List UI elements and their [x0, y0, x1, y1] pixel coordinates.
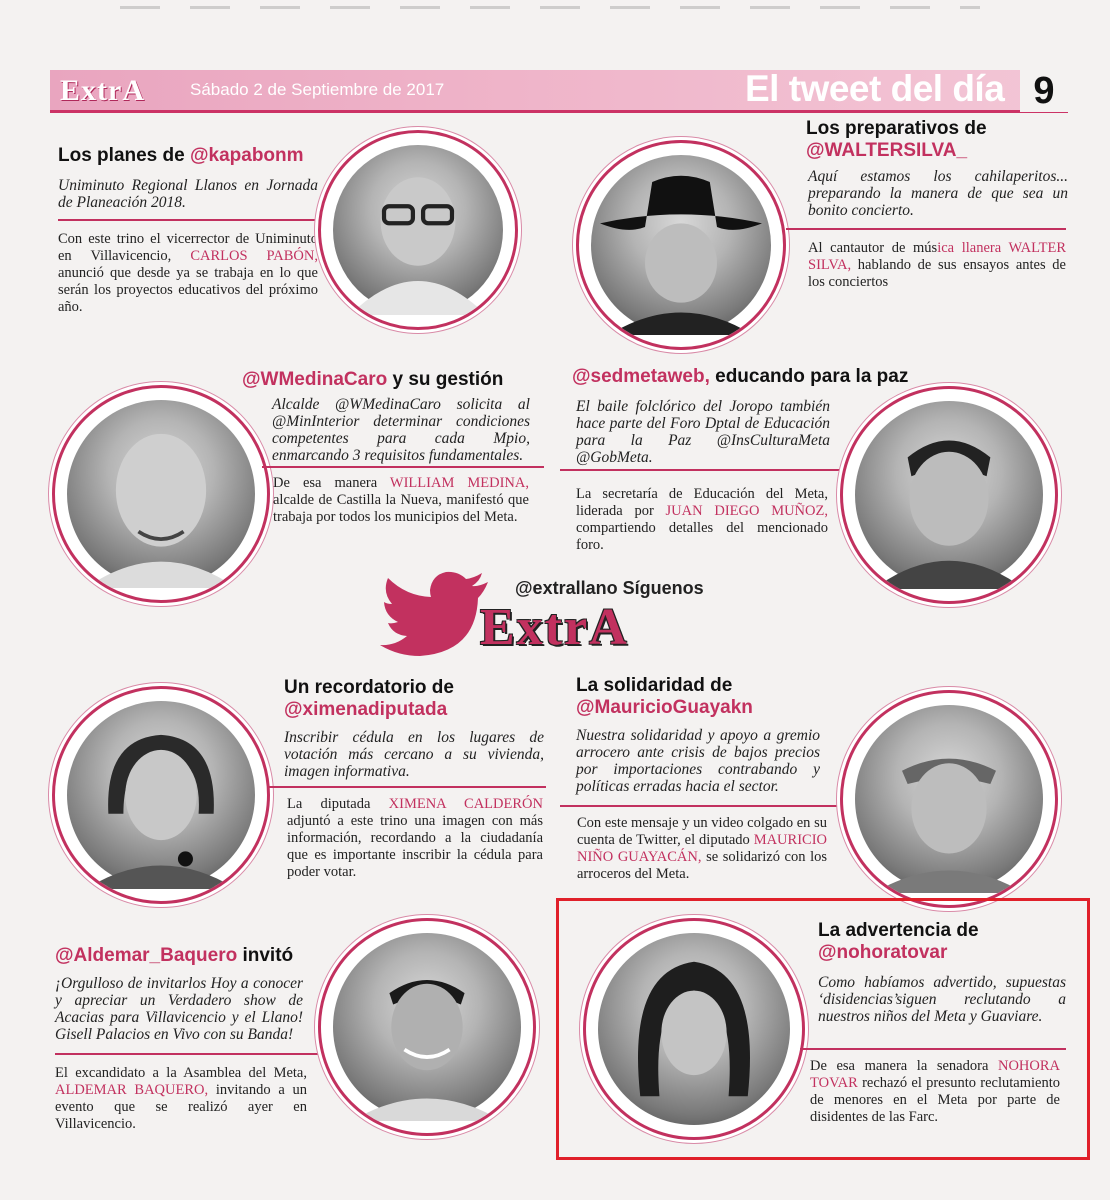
story-body: De esa manera WILLIAM MEDINA, alcalde de Castilla la Nueva, manifestó que trabaja por todos los municipios del Meta.	[273, 475, 529, 525]
portrait-circle	[840, 386, 1058, 604]
portrait-circle	[52, 686, 270, 904]
portrait-photo	[598, 933, 790, 1125]
portrait-circle	[840, 690, 1058, 908]
story-headline: @WMedinaCaro y su gestión	[242, 369, 504, 390]
story-headline: Los preparativos de @WALTERSILVA_	[806, 118, 987, 161]
story-headline: Los planes de @kapabonm	[58, 145, 304, 166]
section-title: El tweet del día	[745, 68, 1005, 109]
portrait-circle	[318, 918, 536, 1136]
header-date: Sábado 2 de Septiembre de 2017	[190, 80, 445, 99]
story-headline: Un recordatorio de @ximenadiputada	[284, 677, 454, 720]
portrait-photo	[333, 145, 503, 315]
portrait-photo	[591, 155, 771, 335]
story-body: De esa manera la senadora NOHORA TOVAR rechazó el presunto reclutamiento de menores en el Meta por parte de disidentes de las Farc.	[810, 1058, 1060, 1125]
tweet-quote: Inscribir cédula en los lugares de votación más cercano a su vivienda, imagen informativa.	[284, 729, 544, 780]
tweet-quote: Nuestra solidaridad y apoyo a gremio arrocero ante crisis de bajos precios por importaciones contrabando y políticas erradas hacia el sector.	[576, 727, 820, 795]
story-headline: @sedmetaweb, educando para la paz	[572, 366, 909, 387]
divider	[268, 786, 546, 788]
divider	[55, 1053, 325, 1055]
story-body: Con este trino el vicerrector de Uniminuto en Villavicencio, CARLOS PABÓN, anunció que desde ya se trabaja en lo que serán los proyectos educativos del próximo año.	[58, 231, 318, 315]
portrait-photo	[67, 701, 255, 889]
story-ximenadiputada	[284, 677, 544, 780]
portrait-photo	[855, 401, 1043, 589]
tweet-quote: Aquí estamos los cahilaperitos... preparando la manera de que sea un bonito concierto.	[808, 168, 1068, 219]
portrait-photo	[333, 933, 521, 1121]
story-body: Al cantautor de música llanera WALTER SILVA, hablando de sus ensayos antes de los conciertos	[808, 240, 1066, 290]
divider	[560, 805, 842, 807]
portrait-photo	[67, 400, 255, 588]
story-sedmetaweb	[572, 366, 952, 388]
divider	[560, 469, 842, 471]
follow-handle: @extrallano Síguenos	[515, 578, 704, 598]
page-number: 9	[1020, 68, 1068, 112]
story-wmedinacaro	[242, 369, 542, 391]
story-body: Con este mensaje y un video colgado en su cuenta de Twitter, el diputado MAURICIO NIÑO GUAYACÁN, se solidarizó con los arroceros del Meta.	[577, 815, 827, 882]
divider	[262, 466, 544, 468]
portrait-circle	[318, 130, 518, 330]
divider	[800, 1048, 1066, 1050]
extra-logo: ExtrA	[480, 599, 629, 656]
story-headline: @Aldemar_Baquero invitó	[55, 945, 294, 966]
story-nohoratovar	[818, 920, 1078, 1025]
divider	[786, 228, 1066, 230]
story-aldemar-baquero	[55, 945, 317, 1133]
divider	[58, 219, 338, 221]
tweet-quote: ¡Orgulloso de invitarlos Hoy a conocer y apreciar un Verdadero show de Acacias para Villavicencio y el Llano! Gisell Palacios en Vivo con su Banda!	[55, 975, 303, 1043]
twitter-bird-icon	[380, 570, 490, 660]
portrait-photo	[855, 705, 1043, 893]
tweet-quote: Uniminuto Regional Llanos en Jornada de Planeación 2018.	[58, 177, 318, 211]
tweet-quote: Como habíamos advertido, supuestas ‘disidencias’siguen reclutando a nuestros niños del Meta y Guaviare.	[818, 974, 1066, 1025]
portrait-circle	[576, 140, 786, 350]
scan-artifact	[120, 6, 980, 9]
story-body: El excandidato a la Asamblea del Meta, ALDEMAR BAQUERO, invitando a un evento que se realizó ayer en Villavicencio.	[55, 1065, 307, 1132]
story-body: La diputada XIMENA CALDERÓN adjuntó a este trino una imagen con más información, recordando a la ciudadanía que es importante inscribir la cédula para poder votar.	[287, 796, 543, 880]
portrait-circle	[52, 385, 270, 603]
portrait-circle	[583, 918, 805, 1140]
story-body: La secretaría de Educación del Meta, liderada por JUAN DIEGO MUÑOZ, compartiendo detalles del mencionado foro.	[576, 486, 828, 553]
tweet-quote: El baile folclórico del Joropo también hace parte del Foro Dptal de Educación para la Paz @InsCulturaMeta @GobMeta.	[576, 398, 830, 466]
tweet-quote: Alcalde @WMedinaCaro solicita al @MinInterior determinar condiciones competentes para cada Mpio, enmarcando 3 requisitos fundamentales.	[272, 396, 530, 464]
header-logo: ExtrA	[60, 74, 145, 107]
story-mauricioguayakn	[576, 675, 836, 795]
story-waltersilva	[806, 118, 1068, 219]
story-kapabonm	[58, 145, 318, 316]
story-headline: La solidaridad de @MauricioGuayakn	[576, 675, 753, 718]
story-headline: La advertencia de @nohoratovar	[818, 920, 979, 963]
